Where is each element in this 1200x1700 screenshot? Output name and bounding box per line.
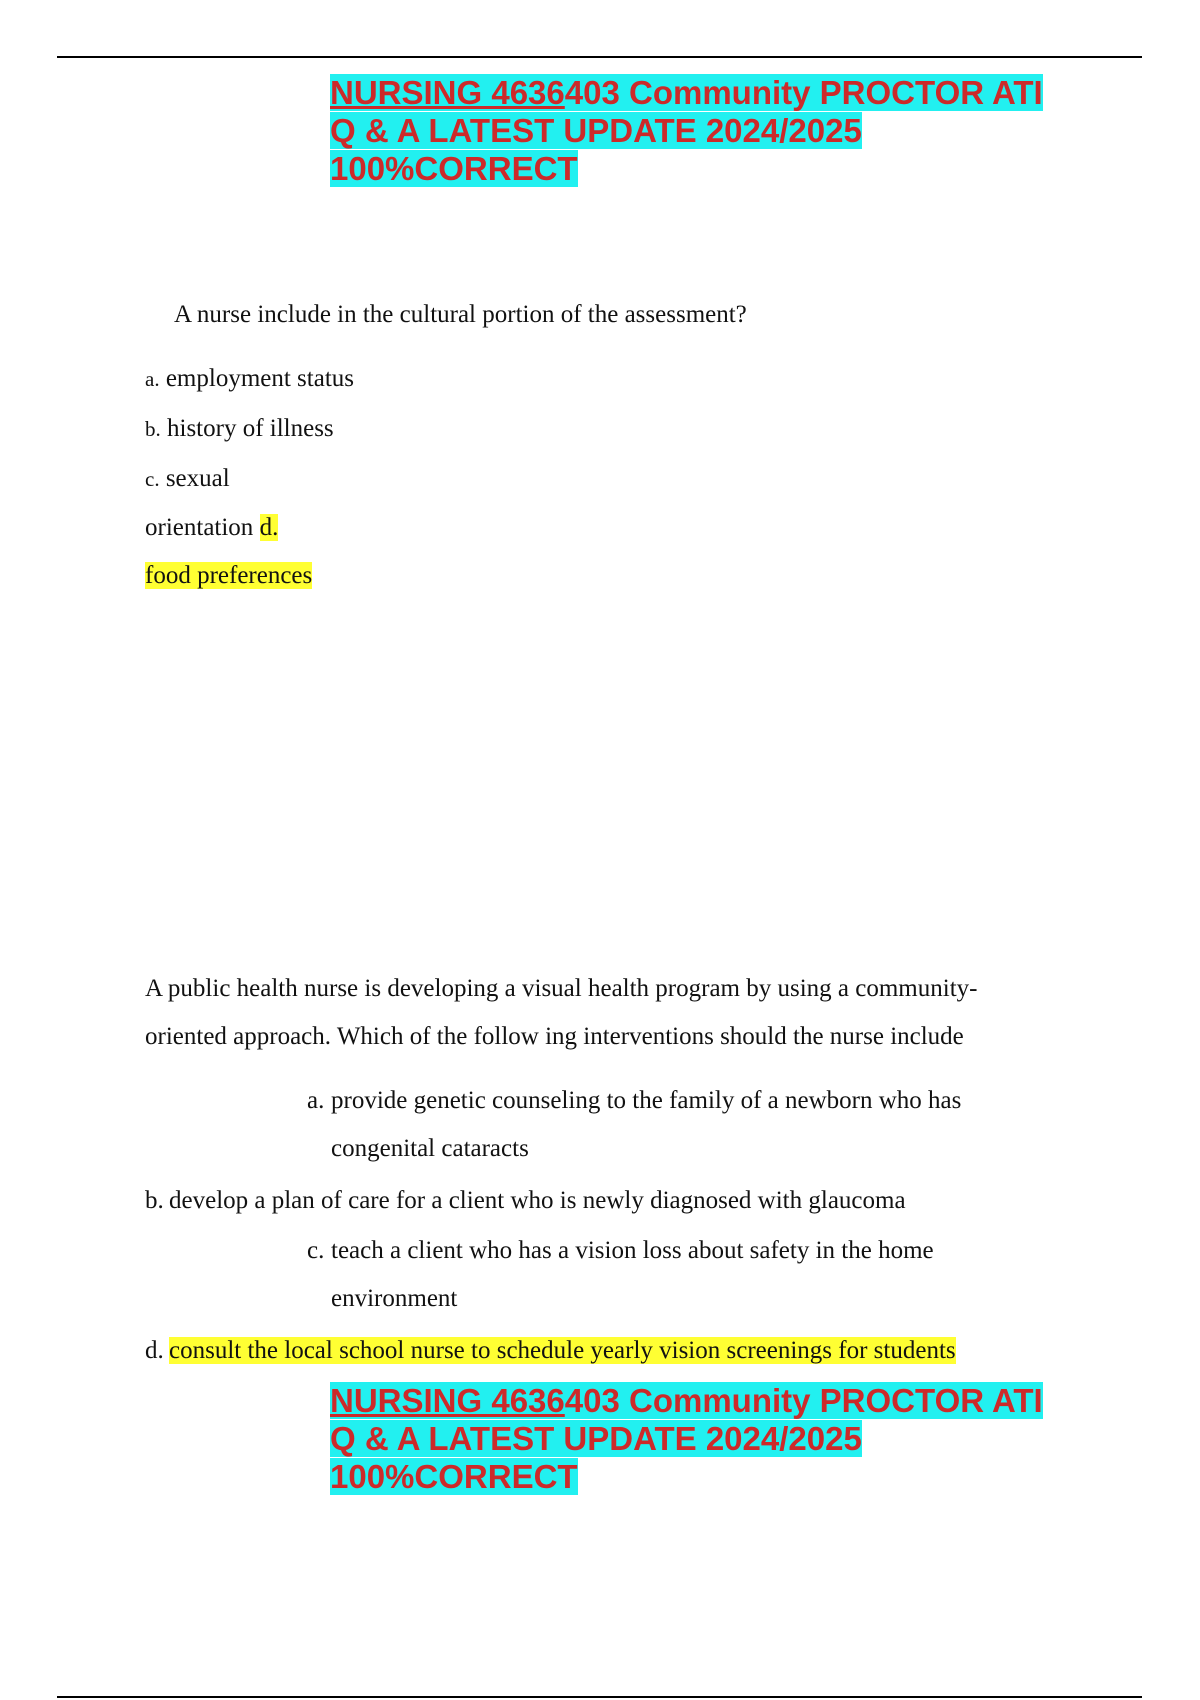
banner-line-2: Q & A LATEST UPDATE 2024/2025 — [330, 112, 862, 149]
question-2-line-1: A public health nurse is developing a visual health program by using a community- — [145, 975, 978, 1002]
q1-answer: food preferences — [145, 562, 313, 589]
q2-answer: d. consult the local school nurse to schedule yearly vision screenings for students — [145, 1337, 956, 1364]
top-rule — [57, 56, 1142, 58]
footer-banner — [330, 1382, 1043, 1496]
q2-option-a-line-2: congenital cataracts — [331, 1135, 529, 1162]
q2-option-c-line-2: environment — [331, 1285, 458, 1312]
q1-option-a: a. employment status — [145, 365, 354, 392]
banner-line-1: NURSING 4636403 Community PROCTOR ATI — [330, 74, 1043, 111]
banner-line-1: NURSING 4636403 Community PROCTOR ATI — [330, 1382, 1043, 1419]
q2-option-c: c. teach a client who has a vision loss about safety in the home — [307, 1237, 934, 1264]
q2-option-b: b. develop a plan of care for a client who is newly diagnosed with glaucoma — [145, 1187, 906, 1214]
banner-line-3: 100%CORRECT — [330, 1458, 578, 1495]
banner-line-2: Q & A LATEST UPDATE 2024/2025 — [330, 1420, 862, 1457]
q1-option-c: c. sexual — [145, 465, 230, 492]
question-2-line-2: oriented approach. Which of the follow ing interventions should the nurse include — [145, 1023, 964, 1050]
q2-option-a: a. provide genetic counseling to the family of a newborn who has — [307, 1087, 962, 1114]
q1-answer-label: d. — [259, 514, 279, 541]
bottom-rule — [57, 1696, 1142, 1698]
banner-line-3: 100%CORRECT — [330, 150, 578, 187]
q1-option-b: b. history of illness — [145, 415, 334, 442]
q1-option-c-wrap: orientation d. — [145, 514, 279, 541]
title-banner — [330, 74, 1043, 188]
question-1-text: A nurse include in the cultural portion of the assessment? — [174, 301, 747, 328]
